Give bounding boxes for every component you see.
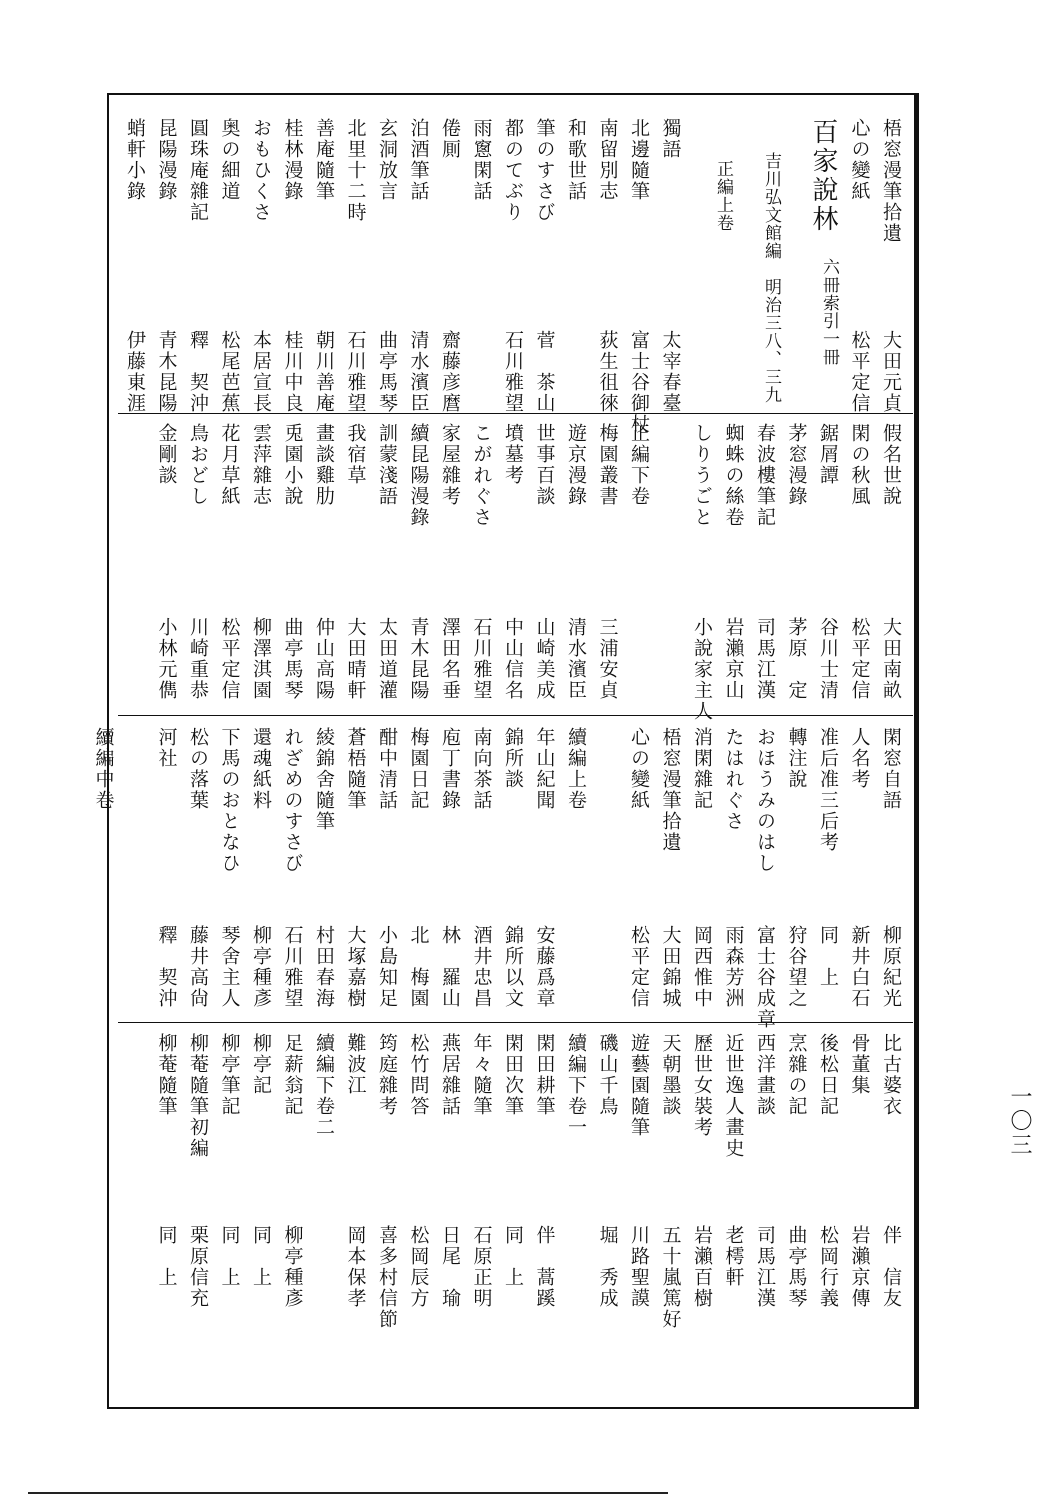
entry-author: 太田道灌 <box>376 617 398 701</box>
entry-author: 桂川中良 <box>281 330 304 414</box>
entry-author: 大塚嘉樹 <box>344 925 367 1009</box>
entry-title: 酣中清話 <box>376 727 398 811</box>
entry-title: 筠庭雜考 <box>376 1033 398 1117</box>
entry-title: おほうみのはし <box>754 727 776 874</box>
entry-author: 山崎美成 <box>533 617 556 701</box>
entry-title: 烹雜の記 <box>785 1033 808 1117</box>
entry-author: 小島知足 <box>376 925 398 1009</box>
entry-title: 松竹問答 <box>407 1033 430 1117</box>
entry-title: 鋸屑譚 <box>817 423 839 486</box>
entry-title: 我宿草 <box>344 423 367 486</box>
entry-author: 藤井高尙 <box>187 925 209 1009</box>
entry-title: 心の變紙 <box>628 727 650 811</box>
entry-title: 正編下卷 <box>628 423 650 507</box>
entry-title: 鳥おどし <box>187 423 209 507</box>
entry-title: 北邊隨筆 <box>628 118 650 202</box>
entry-author: 茅原 定 <box>785 617 808 701</box>
entry-title: 都のてぶり <box>502 118 524 223</box>
entry-author: 司馬江漢 <box>754 1225 776 1309</box>
entry-title: 續編中卷 <box>92 727 115 811</box>
entry-title: 柳亭筆記 <box>218 1033 241 1117</box>
entry-author: 柳原紀光 <box>880 925 902 1009</box>
entry-title: 柳亭記 <box>250 1033 272 1096</box>
collection-subtitle: 六冊索引一冊 <box>819 258 839 366</box>
entry-title: 蛸軒小錄 <box>124 118 146 202</box>
entry-title: 磯山千鳥 <box>596 1033 619 1117</box>
entry-title: 南向茶話 <box>470 727 493 811</box>
entry-author: 松平定信 <box>628 925 650 1009</box>
entry-title: 南留別志 <box>596 118 619 202</box>
section-heading: 正編上卷 <box>713 160 733 232</box>
publisher-note: 吉川弘文館編 明治三八、三九 <box>761 152 781 404</box>
entry-author: 伴 信友 <box>880 1225 902 1309</box>
entry-author: 石川雅望 <box>344 330 367 414</box>
entry-title: 閑窓自語 <box>880 727 902 811</box>
entry-author: 喜多村信節 <box>376 1225 398 1330</box>
entry-title: 遊京漫錄 <box>565 423 587 507</box>
entry-author: 錦所以文 <box>502 925 524 1009</box>
entry-title: れざめのすさび <box>281 727 304 874</box>
entry-title: 綾錦舍隨筆 <box>313 727 335 832</box>
entry-title: 梅園日記 <box>407 727 430 811</box>
entry-title: 後松日記 <box>817 1033 839 1117</box>
entry-title: 茅窓漫錄 <box>785 423 808 507</box>
entry-title: 昆陽漫錄 <box>155 118 178 202</box>
entry-title: 骨董集 <box>848 1033 871 1096</box>
entry-title: 梧窓漫筆拾遺 <box>880 118 902 244</box>
entry-title: 續編下卷一 <box>565 1033 587 1138</box>
entry-author: 釋 契沖 <box>155 925 178 1009</box>
entry-author: 太宰春臺 <box>659 330 682 414</box>
entry-author: 林 羅山 <box>439 925 461 1009</box>
entry-author: 同 上 <box>817 925 839 988</box>
entry-author: 曲亭馬琴 <box>785 1225 808 1309</box>
entry-author: 栗原信充 <box>187 1225 209 1309</box>
entry-author: 三浦安貞 <box>596 617 619 701</box>
entry-author: 岡西惟中 <box>691 925 713 1009</box>
collection-title: 百家說林 <box>808 118 838 234</box>
entry-author: 岡本保孝 <box>344 1225 367 1309</box>
entry-author: 齋藤彦麿 <box>439 330 461 414</box>
entry-title: 獨語 <box>659 118 682 160</box>
entry-title: 墳墓考 <box>502 423 524 486</box>
entry-author: 同 上 <box>502 1225 524 1288</box>
entry-title: 轉注說 <box>785 727 808 790</box>
entry-author: 大田錦城 <box>659 925 682 1009</box>
entry-title: 錦所談 <box>502 727 524 790</box>
entry-author: 安藤爲章 <box>533 925 556 1009</box>
entry-author: 青木昆陽 <box>407 617 430 701</box>
entry-author: 司馬江漢 <box>754 617 776 701</box>
entry-author: 酒井忠昌 <box>470 925 493 1009</box>
entry-title: 續編下卷二 <box>313 1033 335 1138</box>
entry-author: 青木昆陽 <box>155 330 178 414</box>
entry-title: 准后准三后考 <box>817 727 839 853</box>
entry-author: 大田晴軒 <box>344 617 367 701</box>
entry-title: 兎園小說 <box>281 423 304 507</box>
entry-title: 花月草紙 <box>218 423 241 507</box>
entry-title: こがれぐさ <box>470 423 493 528</box>
entry-author: 小說家主人 <box>691 617 713 722</box>
entry-title: 消閑雜記 <box>691 727 713 811</box>
entry-title: 續編上卷 <box>565 727 587 811</box>
entry-title: 假名世說 <box>880 423 902 507</box>
entry-author: 石川雅望 <box>281 925 304 1009</box>
entry-title: 圓珠庵雜記 <box>187 118 209 223</box>
entry-title: 雨窻閑話 <box>470 118 493 202</box>
entry-author: 松平定信 <box>848 617 871 701</box>
entry-title: 閑田耕筆 <box>533 1033 556 1117</box>
entry-author: 大田南畝 <box>880 617 902 701</box>
entry-title: 桂林漫錄 <box>281 118 304 202</box>
entry-title: 閑田次筆 <box>502 1033 524 1117</box>
entry-title: 世事百談 <box>533 423 556 507</box>
entry-author: 琴舍主人 <box>218 925 241 1009</box>
entry-author: 富士谷御杖 <box>628 330 650 435</box>
entry-title: 歷世女裝考 <box>691 1033 713 1138</box>
entry-author: 柳亭種彥 <box>281 1225 304 1309</box>
entry-title: 庖丁書錄 <box>439 727 461 811</box>
entry-title: 續昆陽漫錄 <box>407 423 430 528</box>
entry-title: たはれぐさ <box>722 727 745 832</box>
entry-author: 岩瀨京傳 <box>848 1225 871 1309</box>
entry-title: しりうごと <box>691 423 713 528</box>
entry-author: 曲亭馬琴 <box>376 330 398 414</box>
entry-title: 善庵隨筆 <box>313 118 335 202</box>
entry-title: 北里十二時 <box>344 118 367 223</box>
entry-title: 燕居雜話 <box>439 1033 461 1117</box>
entry-title: 閑の秋風 <box>848 423 871 507</box>
entry-author: 岩瀨京山 <box>722 617 745 701</box>
entry-title: 梅園叢書 <box>596 423 619 507</box>
entry-author: 川崎重恭 <box>187 617 209 701</box>
entry-author: 松平定信 <box>218 617 241 701</box>
entry-title: 和歌世話 <box>565 118 587 202</box>
entry-title: おもひくさ <box>250 118 272 223</box>
entry-author: 同 上 <box>250 1225 272 1288</box>
entry-author: 朝川善庵 <box>313 330 335 414</box>
entry-author: 石原正明 <box>470 1225 493 1309</box>
entry-author: 堀 秀成 <box>596 1225 619 1309</box>
entry-author: 村田春海 <box>313 925 335 1009</box>
entry-title: 倦厠 <box>439 118 461 160</box>
entry-author: 松平定信 <box>848 330 871 414</box>
entry-title: 玄洞放言 <box>376 118 398 202</box>
entry-author: 北 梅園 <box>407 925 430 1009</box>
entry-title: 足薪翁記 <box>281 1033 304 1117</box>
entry-author: 澤田名垂 <box>439 617 461 701</box>
entry-title: 泊酒筆話 <box>407 118 430 202</box>
entry-title: 比古婆衣 <box>880 1033 902 1117</box>
entry-title: 蜘蛛の絲卷 <box>722 423 745 528</box>
entry-author: 岩瀨百樹 <box>691 1225 713 1309</box>
entry-author: 同 上 <box>218 1225 241 1288</box>
entry-title: 天朝墨談 <box>659 1033 682 1117</box>
entry-author: 中山信名 <box>502 617 524 701</box>
entry-title: 金剛談 <box>155 423 178 486</box>
entry-author: 荻生徂徠 <box>596 330 619 414</box>
entry-title: 難波江 <box>344 1033 367 1096</box>
entry-author: 清水濱臣 <box>565 617 587 701</box>
entry-author: 伴 蒿蹊 <box>533 1225 556 1309</box>
entry-title: 蒼梧隨筆 <box>344 727 367 811</box>
entry-author: 日尾 瑜 <box>439 1225 461 1309</box>
entry-author: 小林元儁 <box>155 617 178 701</box>
entry-author: 大田元貞 <box>880 330 902 414</box>
entry-author: 曲亭馬琴 <box>281 617 304 701</box>
entry-title: 年々隨筆 <box>470 1033 493 1117</box>
entry-title: 雲萍雜志 <box>250 423 272 507</box>
entry-title: 柳菴隨筆初編 <box>187 1033 209 1159</box>
entry-title: 年山紀聞 <box>533 727 556 811</box>
entry-author: 谷川士清 <box>817 617 839 701</box>
entry-author: 新井白石 <box>848 925 871 1009</box>
entry-title: 心の變紙 <box>848 118 871 202</box>
entry-author: 釋 契沖 <box>187 330 209 414</box>
entry-title: 畫談雞肋 <box>313 423 335 507</box>
entry-title: 松の落葉 <box>187 727 209 811</box>
entry-author: 柳澤淇園 <box>250 617 272 701</box>
entry-title: 柳菴隨筆 <box>155 1033 178 1117</box>
entry-title: 奥の細道 <box>218 118 241 202</box>
entry-title: 梧窓漫筆拾遺 <box>659 727 682 853</box>
entry-author: 富士谷成章 <box>754 925 776 1030</box>
entry-author: 柳亭種彥 <box>250 925 272 1009</box>
entry-title: 河社 <box>155 727 178 769</box>
page-number: 一〇三 <box>1007 1085 1032 1157</box>
entry-title: 西洋畫談 <box>754 1033 776 1117</box>
band-separator <box>118 715 913 716</box>
entry-title: 遊藝園隨筆 <box>628 1033 650 1138</box>
entry-author: 石川雅望 <box>470 617 493 701</box>
entry-author: 松尾芭蕉 <box>218 330 241 414</box>
entry-title: 訓蒙淺語 <box>376 423 398 507</box>
entry-author: 伊藤東涯 <box>124 330 146 414</box>
entry-title: 近世逸人畫史 <box>722 1033 745 1159</box>
entry-author: 雨森芳洲 <box>722 925 745 1009</box>
entry-author: 松岡辰方 <box>407 1225 430 1309</box>
entry-author: 狩谷望之 <box>785 925 808 1009</box>
page-bottom-rule <box>28 1492 668 1494</box>
entry-title: 春波樓筆記 <box>754 423 776 528</box>
entry-title: 還魂紙料 <box>250 727 272 811</box>
entry-author: 仲山高陽 <box>313 617 335 701</box>
entry-author: 本居宣長 <box>250 330 272 414</box>
entry-author: 菅 茶山 <box>533 330 556 414</box>
entry-title: 筆のすさび <box>533 118 556 223</box>
entry-author: 松岡行義 <box>817 1225 839 1309</box>
entry-author: 清水濱臣 <box>407 330 430 414</box>
entry-author: 川路聖謨 <box>628 1225 650 1309</box>
entry-author: 五十嵐篤好 <box>659 1225 682 1330</box>
entry-title: 下馬のおとなひ <box>218 727 241 874</box>
entry-title: 家屋雜考 <box>439 423 461 507</box>
entry-author: 石川雅望 <box>502 330 524 414</box>
entry-title: 人名考 <box>848 727 871 790</box>
band-separator <box>118 1022 913 1023</box>
entry-author: 老樗軒 <box>722 1225 745 1288</box>
entry-author: 同 上 <box>155 1225 178 1288</box>
